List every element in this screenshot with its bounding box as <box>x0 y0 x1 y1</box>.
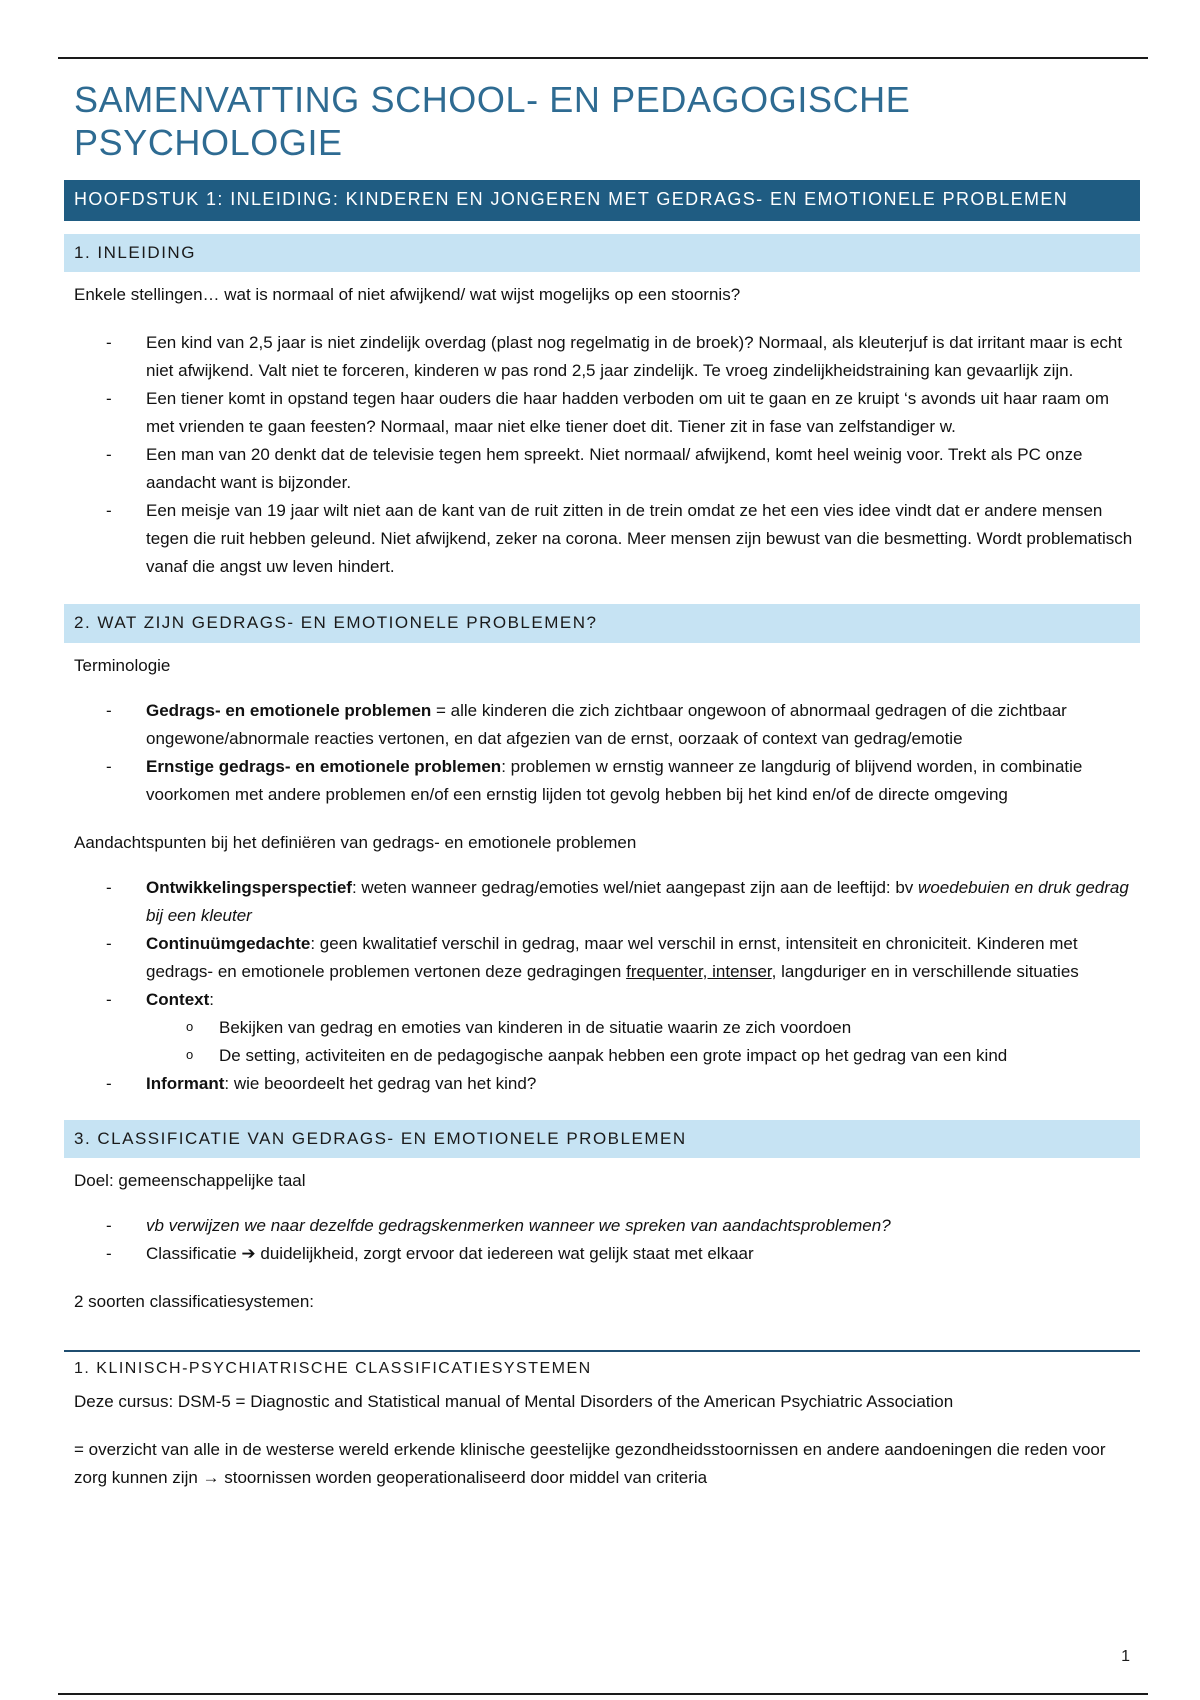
term-text: : problemen w ernstig wanneer ze langdurig of blijvend worden, in combinatie voorkomen met andere problemen en/of een ernstig lijden tot gevolg hebben bij het kind en/of de directe omgeving <box>146 756 1083 804</box>
point-underline: frequenter, intenser <box>626 961 772 981</box>
point-text: : weten wanneer gedrag/emoties wel/niet aangepast zijn aan de leeftijd: bv <box>351 877 919 897</box>
list-item <box>64 753 1140 809</box>
term-text: = alle kinderen die zich zichtbaar ongewoon of abnormaal gedragen of die zichtbaar ongewone/abnormale reacties vertonen, en dat afgezien van de ernst, oorzaak of context van gedrag/emotie <box>146 700 1067 748</box>
bottom-rule <box>58 1693 1148 1695</box>
section-2-heading: 2. WAT ZIJN GEDRAGS- EN EMOTIONELE PROBLEMEN? <box>64 604 1140 642</box>
points-intro: Aandachtspunten bij het definiëren van gedrags- en emotionele problemen <box>74 832 637 852</box>
point-bold: Ontwikkelingsperspectief <box>146 877 352 897</box>
terminology-label: Terminologie <box>74 655 171 675</box>
term-bold: Ernstige gedrags- en emotionele problemen <box>146 756 502 776</box>
list-item <box>64 1212 1140 1240</box>
overview-text: = overzicht van alle in de westerse wereld erkende klinische geestelijke gezondheidsstoornissen en andere aandoeningen die reden voor zorg kunnen zijn → stoornissen worden geoperationaliseerd door middel van criteria <box>74 1440 1106 1488</box>
classification-list <box>64 1212 1140 1268</box>
sub-list-item: o De setting, activiteiten en de pedagogische aanpak hebben een grote impact op het gedrag van een kind <box>146 1042 1140 1070</box>
sub-list-item: o Bekijken van gedrag en emoties van kinderen in de situatie waarin ze zich voordoen <box>146 1014 1140 1042</box>
page-number: 1 <box>1121 1648 1130 1665</box>
point-text: : <box>209 989 215 1009</box>
list-item <box>64 930 1140 986</box>
list-item: - Een meisje van 19 jaar wilt niet aan de kant van de ruit zitten in de trein omdat ze het een vies idee vindt dat er andere mensen tegen die ruit hebben geleund. Niet afwijkend, zeker na corona. Meer mensen zijn bewust van die besmetting. Wordt problematisch vanaf die angst uw leven hindert. <box>64 497 1140 581</box>
list-item <box>64 986 1140 1070</box>
course-text: Deze cursus: DSM-5 = Diagnostic and Statistical manual of Mental Disorders of the American Psychiatric Association <box>74 1392 954 1412</box>
point-text: : wie beoordeelt het gedrag van het kind? <box>224 1073 537 1093</box>
point-bold: Informant <box>146 1073 225 1093</box>
list-item: - Een man van 20 denkt dat de televisie tegen hem spreekt. Niet normaal/ afwijkend, komt heel weinig voor. Trekt als PC onze aandacht want is bijzonder. <box>64 441 1140 497</box>
list-item: - Classificatie ➔ duidelijkheid, zorgt ervoor dat iedereen wat gelijk staat met elkaar <box>64 1240 1140 1268</box>
point-text: : geen kwalitatief verschil in gedrag, maar wel verschil in ernst, intensiteit en chroniciteit. Kinderen met gedrags- en emotionele problemen vertonen deze gedragingen <box>146 933 1078 981</box>
list-item <box>64 874 1140 930</box>
points-list <box>64 874 1140 1098</box>
systems-intro: 2 soorten classificatiesystemen: <box>74 1292 314 1312</box>
point-bold: Continuümgedachte <box>146 933 311 953</box>
section-1-intro: Enkele stellingen… wat is normaal of niet afwijkend/ wat wijst mogelijks op een stoornis? <box>74 285 741 305</box>
list-item: - Een tiener komt in opstand tegen haar ouders die haar hadden verboden om uit te gaan en ze kruipt ‘s avonds uit haar raam om met vrienden te gaan feesten? Normaal, maar niet elke tiener doet dit. Tiener zit in fase van zelfstandiger w. <box>64 385 1140 441</box>
point-text: , langduriger en in verschillende situaties <box>771 961 1079 981</box>
chapter-heading: HOOFDSTUK 1: INLEIDING: KINDEREN EN JONGEREN MET GEDRAGS- EN EMOTIONELE PROBLEMEN <box>64 180 1140 221</box>
terminology-list <box>64 697 1140 809</box>
term-bold: Gedrags- en emotionele problemen <box>146 700 432 720</box>
page-content <box>64 62 1140 1492</box>
subsection-heading: 1. KLINISCH-PSYCHIATRISCHE CLASSIFICATIESYSTEMEN <box>64 1350 1140 1378</box>
list-item <box>64 1070 1140 1098</box>
context-sublist <box>146 1014 1140 1070</box>
list-item: - Een kind van 2,5 jaar is niet zindelijk overdag (plast nog regelmatig in de broek)? Normaal, als kleuterjuf is dat irritant maar is echt niet afwijkend. Valt niet te forceren, kinderen w pas rond 2,5 jaar zindelijk. Te vroeg zindelijkheidstraining kan gevaarlijk zijn. <box>64 329 1140 385</box>
top-rule <box>58 57 1148 59</box>
list-item <box>64 697 1140 753</box>
point-italic: woedebuien en druk gedrag bij een kleuter <box>146 877 1129 925</box>
goal-text: Doel: gemeenschappelijke taal <box>74 1171 306 1191</box>
section-1-list <box>64 329 1140 581</box>
point-bold: Context <box>146 989 210 1009</box>
section-3-heading: 3. CLASSIFICATIE VAN GEDRAGS- EN EMOTIONELE PROBLEMEN <box>64 1120 1140 1158</box>
document-title: SAMENVATTING SCHOOL- EN PEDAGOGISCHE PSYCHOLOGIE <box>74 79 911 164</box>
section-1-heading: 1. INLEIDING <box>64 234 1140 272</box>
item-italic: vb verwijzen we naar dezelfde gedragskenmerken wanneer we spreken van aandachtsproblemen? <box>146 1216 891 1236</box>
